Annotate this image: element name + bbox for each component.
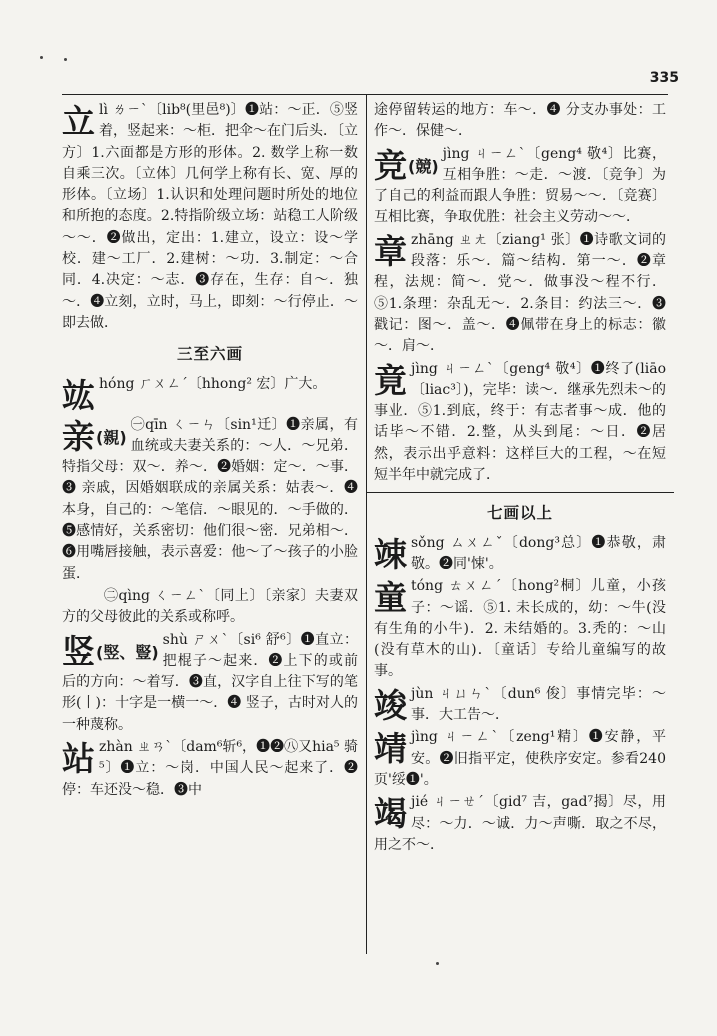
entry-li — [62, 100, 358, 334]
traditional-form: (競) — [408, 157, 439, 177]
scan-speck — [436, 962, 439, 965]
definition: ㊁qìng ㄑㄧㄥˋ〔同上〕〔亲家〕夫妻双方的父母彼此的关系或称呼。 — [62, 587, 358, 626]
entry-jing-compete — [374, 144, 666, 229]
headword: 竦 — [374, 534, 407, 574]
definition: lì ㄌㄧˋ〔lib⁸(里邑⁸)〕❶站：～正．⑤竖着，竖起来：～柜．把伞～在门后头．〔立方〕1.六面都是方形的形体。2. 数学上称一数自乘三次。〔立体〕几何学上称有长、宽、厚的形体。〔立场〕1.认识和处理问题时所处的地位和所抱的态度。2.特指阶级立场：站稳工人阶级～～．❷做出，定出：1.建立，设立：设～学校．建～工厂．2.建树：～功．3.制定：～合同．4.决定：～志．❸存在，生存：自～．独～．❹立刻，立时，马上，即刻：～行停止．～即去做． — [62, 102, 358, 331]
headword: 站 — [62, 739, 95, 779]
definition: shù ㄕㄨˋ〔si⁶ 舒⁶〕❶直立：把棍子～起来．❷上下的或前后的方向：～着写．❸直，汉字自上往下写的笔形(丨)：十字是一横一～．❹ 竖子，古时对人的一种蔑称。 — [62, 631, 358, 733]
definition: ㊀qīn ㄑㄧㄣ〔sin¹迁〕❶亲属，有血统或夫妻关系的：～人．～兄弟．特指父母：双～．养～．❷婚姻：定～．～事．❸ 亲戚，因婚姻联成的亲属关系：姑表～．❹本身，自己的：～笔信．～眼见的．～手做的．❺感情好，关系密切：他们很～密．兄弟相～．❻用嘴唇接触，表示喜爱：他～了～孩子的小脸蛋． — [62, 416, 358, 582]
definition: zhàn ㄓㄢˋ〔dam⁶斩⁶，❶❷㊇又hia⁵ 骑⁵〕❶立：～岗．中国人民～起来了．❷停：车还没～稳．❸中 — [62, 739, 358, 798]
scan-speck — [40, 56, 43, 59]
definition: tóng ㄊㄨㄥˊ〔hong²桐〕儿童，小孩子：～谣．⑤1. 未长成的，幼：～牛(没有生角的小牛)．2. 未结婚的。3.秃的：～山(没有草木的山)．〔童话〕专给儿童编写的故事。 — [374, 578, 666, 680]
entry-jing-finish — [374, 359, 666, 487]
page-number: 335 — [649, 70, 679, 86]
headword: 竣 — [374, 685, 407, 725]
traditional-form: (竪、豎) — [96, 643, 159, 663]
headword: 竞(競) — [374, 145, 439, 185]
headword: 靖 — [374, 729, 407, 769]
left-column — [62, 100, 358, 802]
definition: sǒng ㄙㄨㄥˇ〔dong³总〕❶恭敬，肃敬。❷同'悚'。 — [411, 534, 666, 572]
section-title-7-plus: 七画以上 — [486, 504, 553, 523]
entry-jing-calm — [374, 727, 666, 791]
headword: 竖(竪、豎) — [62, 631, 159, 671]
headword: 竟 — [374, 360, 407, 400]
headword: 章 — [374, 231, 407, 271]
entry-jie — [374, 792, 666, 856]
definition: zhāng ㄓㄤ〔ziang¹ 张〕❶诗歌文词的段落：乐～．篇～结构．第一～．❷章程，法规：简～．党～．做事没～程不行．⑤1.条理：杂乱无～．2.条目：约法三～．❸戳记：图～．盖～．❹佩带在身上的标志：徽～．肩～． — [374, 231, 666, 355]
top-rule — [62, 94, 668, 95]
definition: jìng ㄐㄧㄥˋ〔geng⁴ 敬⁴〕比赛，互相争胜：～走．～渡．〔竞争〕为了自己的利益而跟人争胜：贸易～～．〔竞赛〕互相比赛，争取优胜：社会主义劳动～～． — [374, 145, 666, 226]
definition: jìng ㄐㄧㄥˋ〔zeng¹精〕❶安静，平安。❷旧指平定，使秩序安定。参看240页'绥❶'。 — [374, 729, 666, 788]
entry-zhang — [374, 230, 666, 358]
traditional-form: (親) — [96, 428, 127, 448]
section-title-3-6: 三至六画 — [176, 345, 243, 364]
entry-song — [374, 533, 666, 576]
headword: 童 — [374, 578, 407, 618]
entry-qin — [62, 415, 358, 585]
definition: jìng ㄐㄧㄥˋ〔geng⁴ 敬⁴〕❶终了(liāo〔liac³〕)，完毕：读～．继承先烈未～的事业．⑤1.到底，终于：有志者事～成．他的话毕～不错．2.整，从头到尾：～日．❷居然，表示出乎意料：这样巨大的工程，～在短短半年中就完成了． — [374, 360, 666, 484]
entry-zhan-continued — [374, 100, 666, 143]
section-rule — [366, 492, 674, 493]
column-divider — [366, 94, 367, 954]
right-column — [374, 100, 666, 857]
headword: 竭 — [374, 794, 407, 834]
headword: 亲(親) — [62, 416, 127, 456]
entry-jun — [374, 684, 666, 727]
scan-speck — [64, 58, 67, 61]
definition: jié ㄐㄧㄝˊ〔gid⁷ 吉，gad⁷揭〕尽，用尽：～力．～诚．力～声嘶．取之不尽，用之不～． — [374, 794, 666, 853]
entry-shu — [62, 630, 358, 736]
entry-qing — [62, 586, 358, 629]
entry-zhan — [62, 737, 358, 801]
headword: 立 — [62, 102, 95, 141]
definition: jùn ㄐㄩㄣˋ〔dun⁶ 俊〕事情完毕：～事．大工告～． — [411, 685, 666, 724]
headword: 竑 — [62, 375, 95, 415]
definition: hóng ㄏㄨㄥˊ〔hhong² 宏〕广大。 — [99, 375, 327, 392]
entry-tong — [374, 576, 666, 682]
entry-hong — [62, 374, 358, 414]
definition: 途停留转运的地方：车～．❹ 分支办事处：工作～．保健～． — [374, 102, 666, 140]
